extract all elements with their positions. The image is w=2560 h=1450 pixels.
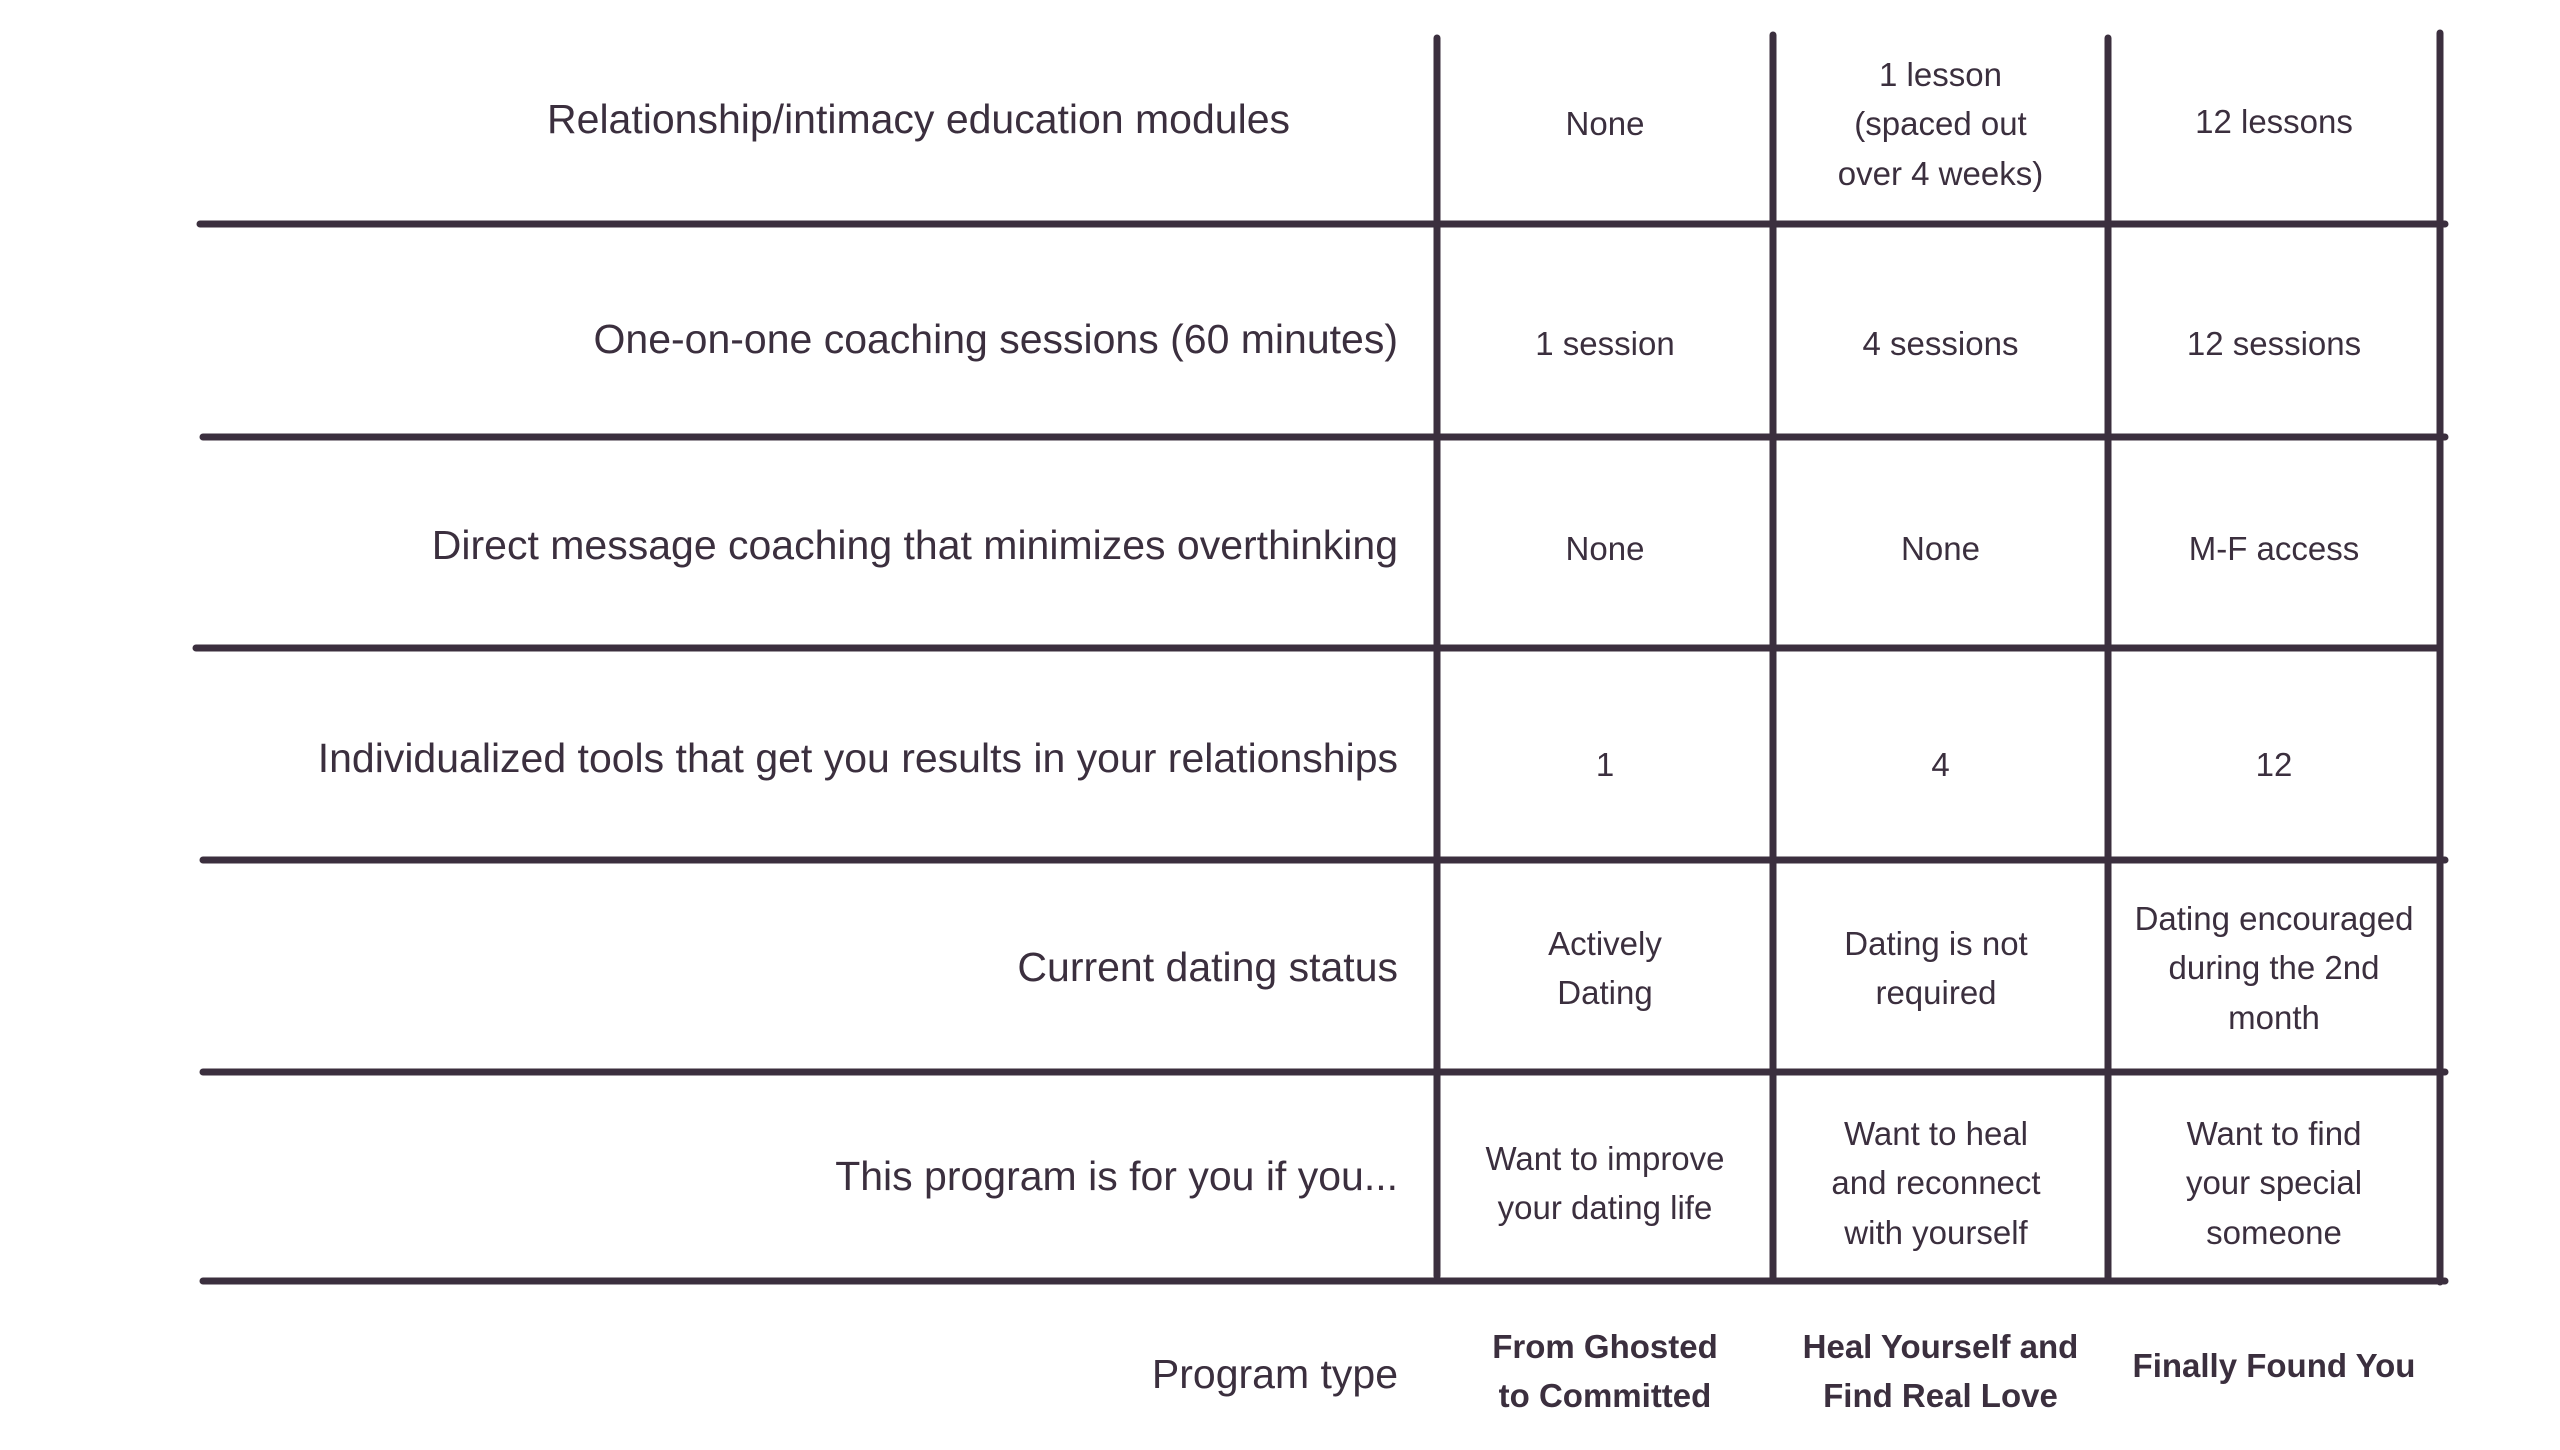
- row-value: 12 sessions: [2186, 325, 2362, 363]
- row-value: 1 session: [1535, 325, 1675, 363]
- row-value: Want to improve your dating life: [1485, 1139, 1725, 1226]
- row-value: 1 lesson (spaced out over 4 weeks): [1837, 55, 2044, 192]
- row-value: Dating encouraged during the 2nd month: [2134, 899, 2414, 1036]
- program-type-label: Program type: [1151, 1351, 1398, 1398]
- row-value: Dating is not required: [1844, 924, 2028, 1011]
- row-value: 12: [2255, 746, 2293, 784]
- row-label: Direct message coaching that minimizes overthinking: [431, 522, 1398, 569]
- row-label: This program is for you if you...: [835, 1153, 1398, 1200]
- program-name: From Ghosted to Committed: [1492, 1327, 1718, 1414]
- row-value: Want to find your special someone: [2185, 1114, 2363, 1251]
- row-value: None: [1565, 105, 1645, 143]
- row-value: 4 sessions: [1862, 325, 2019, 363]
- row-value: Actively Dating: [1548, 924, 1662, 1011]
- program-name: Finally Found You: [2132, 1347, 2416, 1385]
- row-label: Relationship/intimacy education modules: [547, 96, 1290, 143]
- row-value: 1: [1595, 746, 1615, 784]
- row-value: Want to heal and reconnect with yourself: [1831, 1114, 2041, 1251]
- row-value: 4: [1931, 746, 1950, 784]
- program-name: Heal Yourself and Find Real Love: [1802, 1327, 2079, 1414]
- row-value: M-F access: [2188, 530, 2360, 568]
- row-value: None: [1901, 530, 1980, 568]
- row-label: Individualized tools that get you results in your relationships: [317, 735, 1398, 782]
- row-value: None: [1565, 530, 1645, 568]
- row-value: 12 lessons: [2195, 103, 2353, 141]
- row-label: One-on-one coaching sessions (60 minutes): [593, 316, 1398, 363]
- row-label: Current dating status: [1017, 944, 1398, 991]
